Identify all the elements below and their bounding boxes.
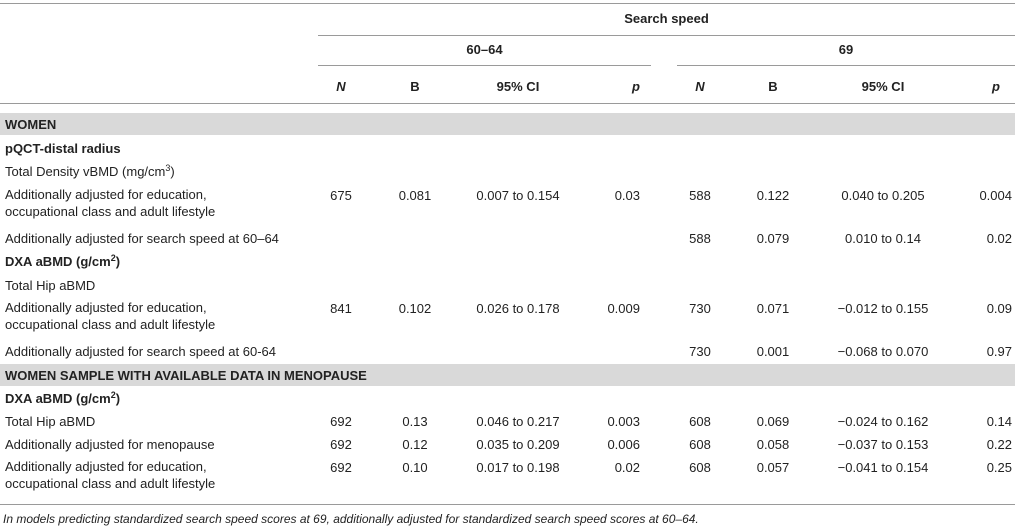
label-total-density: Total Density vBMD $(mg/cm^3)$ (5, 163, 175, 179)
r3-ci1: 0.026 to 0.178 (476, 301, 560, 316)
r5-b2: 0.069 (756, 414, 790, 429)
header-bottom-rule (0, 103, 1015, 104)
r7-ci2: −0.041 to 0.154 (837, 460, 929, 475)
r1-ci2: 0.040 to 0.205 (841, 188, 925, 203)
r7-b2: 0.057 (756, 460, 790, 475)
header-group-title: Search speed (624, 11, 709, 26)
r1-n2: 588 (689, 188, 711, 203)
col-ci-b: 95% CI (861, 79, 905, 94)
label-adj-speed-a: Additionally adjusted for search speed at 60–64 (5, 231, 279, 246)
r6-n2: 608 (689, 437, 711, 452)
subhead-pqct: pQCT-distal radius (5, 141, 121, 156)
col-b-b: B (768, 79, 778, 94)
bottom-rule (0, 504, 1015, 505)
r3-n2: 730 (689, 301, 711, 316)
r4-ci2: −0.068 to 0.070 (837, 344, 929, 359)
r3-p2: 0.09 (986, 301, 1012, 316)
header-age-60-64: 60–64 (466, 42, 503, 57)
r2-ci2: 0.010 to 0.14 (845, 231, 921, 246)
header-group-rule (318, 35, 1015, 36)
label-adj-menopause: Additionally adjusted for menopause (5, 437, 215, 452)
r7-n2: 608 (689, 460, 711, 475)
r6-ci1: 0.035 to 0.209 (476, 437, 560, 452)
r4-p2: 0.97 (986, 344, 1012, 359)
r6-b1: 0.12 (402, 437, 428, 452)
r7-p2: 0.25 (986, 460, 1012, 475)
r4-n2: 730 (689, 344, 711, 359)
r1-b2: 0.122 (756, 188, 790, 203)
r5-n2: 608 (689, 414, 711, 429)
label-adj-education-1: Additionally adjusted for education, occupational class and adult lifestyle (5, 187, 216, 219)
table-footnote: In models predicting standardized search speed scores at 69, additionally adjusted for standardized search speed scores at 60–64. (3, 512, 699, 526)
r7-ci1: 0.017 to 0.198 (476, 460, 560, 475)
r7-n1: 692 (330, 460, 352, 475)
r1-p2: 0.004 (979, 188, 1012, 203)
label-total-hip-2: Total Hip aBMD (5, 414, 96, 429)
r6-ci2: −0.037 to 0.153 (837, 437, 929, 452)
top-rule (0, 3, 1015, 4)
col-n-a: N (336, 79, 346, 94)
label-adj-education-3: Additionally adjusted for education, occupational class and adult lifestyle (5, 459, 216, 491)
label-total-hip-1: Total Hip aBMD (5, 278, 96, 293)
r6-n1: 692 (330, 437, 352, 452)
r1-b1: 0.081 (398, 188, 432, 203)
r4-b2: 0.001 (756, 344, 790, 359)
r3-p1: 0.009 (607, 301, 640, 316)
r7-p1: 0.02 (614, 460, 640, 475)
label-adj-education-2: Additionally adjusted for education, occupational class and adult lifestyle (5, 300, 216, 332)
r3-n1: 841 (330, 301, 352, 316)
r5-p2: 0.14 (986, 414, 1012, 429)
r3-b1: 0.102 (398, 301, 432, 316)
r6-b2: 0.058 (756, 437, 790, 452)
r2-p2: 0.02 (986, 231, 1012, 246)
r5-b1: 0.13 (402, 414, 428, 429)
r7-b1: 0.10 (402, 460, 428, 475)
r5-ci1: 0.046 to 0.217 (476, 414, 560, 429)
header-age-b-rule (677, 65, 1015, 66)
header-age-69: 69 (838, 42, 854, 57)
col-p-b: p (992, 79, 1000, 94)
col-p-a: p (632, 79, 640, 94)
col-b-a: B (410, 79, 420, 94)
section-women: WOMEN (5, 117, 57, 132)
r1-n1: 675 (330, 188, 352, 203)
r5-p1: 0.003 (607, 414, 640, 429)
col-n-b: N (695, 79, 705, 94)
r2-n2: 588 (689, 231, 711, 246)
subhead-dxa-2: DXA aBMD $(g/cm^2)$ (5, 390, 121, 406)
r5-ci2: −0.024 to 0.162 (837, 414, 929, 429)
r3-b2: 0.071 (756, 301, 790, 316)
r1-ci1: 0.007 to 0.154 (476, 188, 560, 203)
r6-p1: 0.006 (607, 437, 640, 452)
section-band-women (0, 113, 1015, 135)
header-age-a-rule (318, 65, 651, 66)
r5-n1: 692 (330, 414, 352, 429)
section-women-menopause: WOMEN SAMPLE WITH AVAILABLE DATA IN MENOPAUSE (5, 368, 367, 383)
subhead-dxa-1: DXA aBMD $(g/cm^2)$ (5, 253, 121, 269)
r6-p2: 0.22 (986, 437, 1012, 452)
col-ci-a: 95% CI (496, 79, 540, 94)
r2-b2: 0.079 (756, 231, 790, 246)
r1-p1: 0.03 (614, 188, 640, 203)
label-adj-speed-b: Additionally adjusted for search speed at 60-64 (5, 344, 277, 359)
r3-ci2: −0.012 to 0.155 (837, 301, 929, 316)
